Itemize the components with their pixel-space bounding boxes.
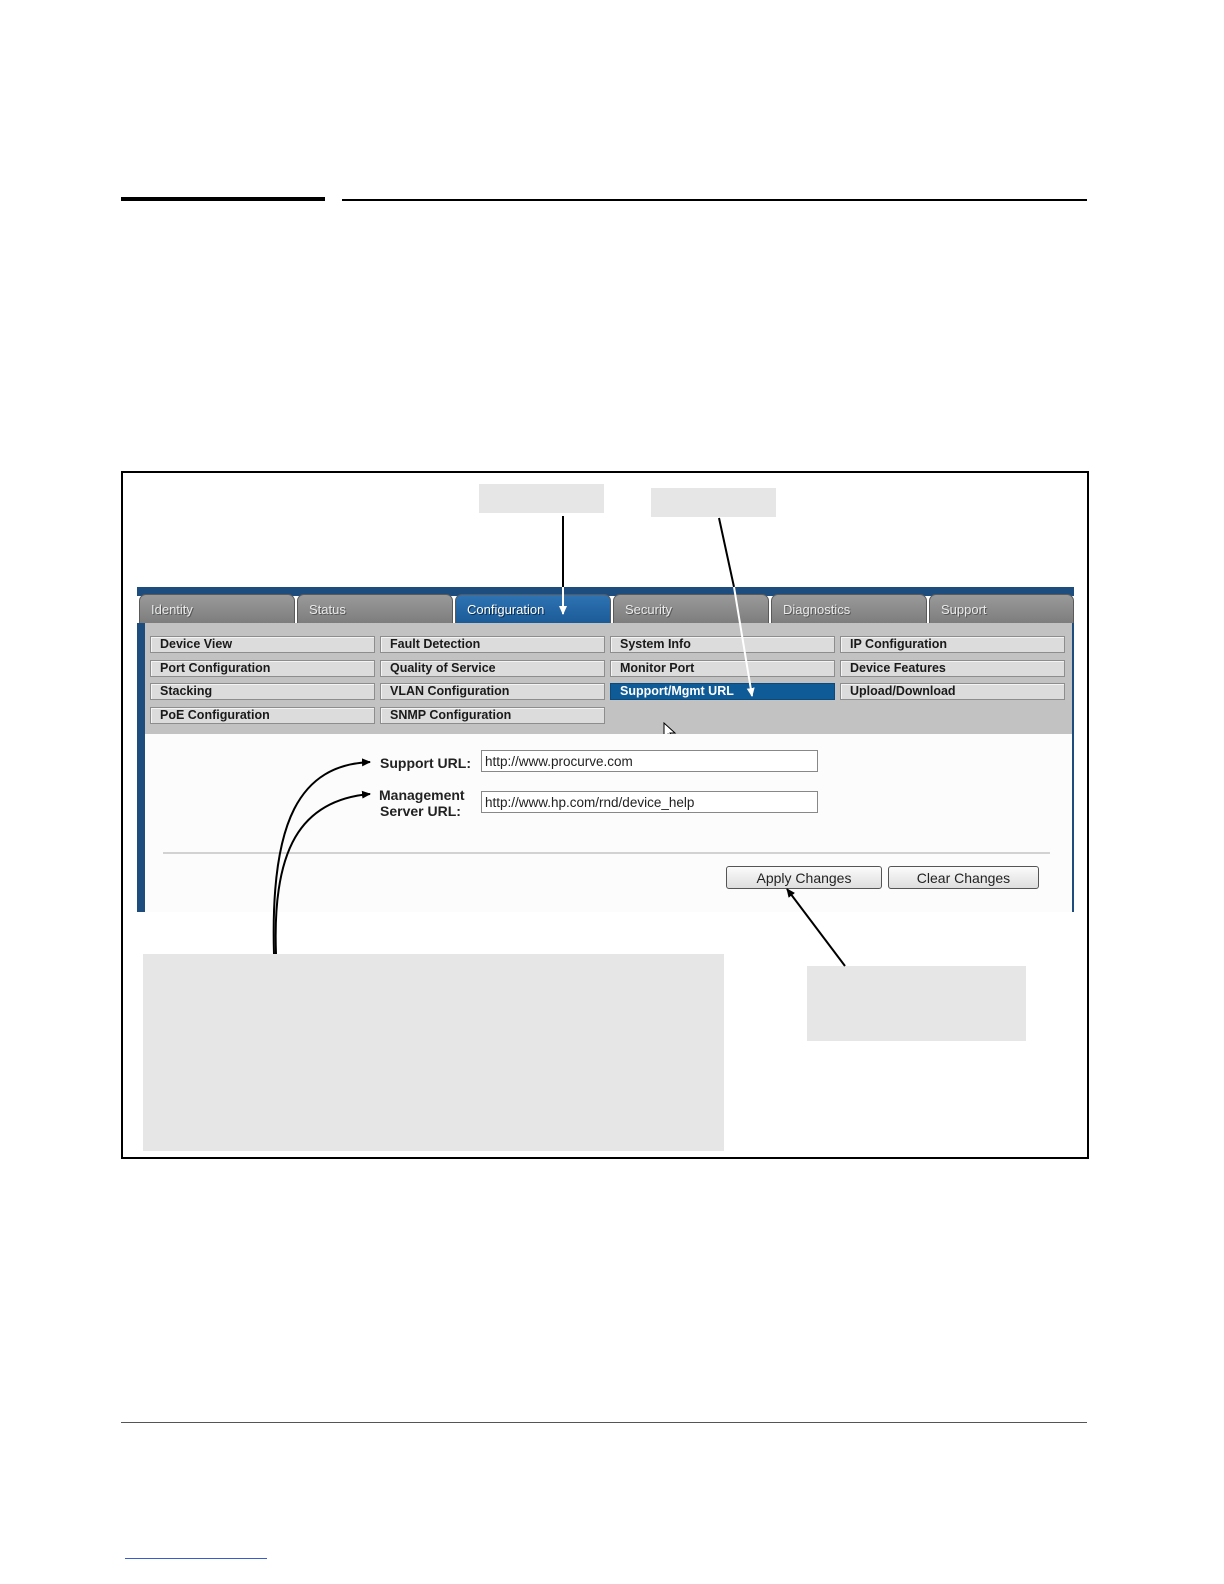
menu-item-ip-configuration[interactable]: IP Configuration [840,636,1065,653]
menu-item-monitor-port[interactable]: Monitor Port [610,660,835,677]
menu-item-device-view[interactable]: Device View [150,636,375,653]
callout-support-mgmt-url [651,488,776,517]
menu-item-quality-of-service[interactable]: Quality of Service [380,660,605,677]
menu-item-port-configuration[interactable]: Port Configuration [150,660,375,677]
tab-identity[interactable]: Identity [139,594,295,623]
support-url-input[interactable] [481,750,818,772]
management-server-url-input[interactable] [481,791,818,813]
menu-item-vlan-configuration[interactable]: VLAN Configuration [380,683,605,700]
apply-changes-button[interactable]: Apply Changes [726,866,882,889]
management-label-line1: Management [379,787,465,803]
menu-item-poe-configuration[interactable]: PoE Configuration [150,707,375,724]
header-rule-thick [121,197,325,201]
callout-url-fields [143,954,724,1151]
tab-status[interactable]: Status [297,594,453,623]
menu-item-support-mgmt-url[interactable]: Support/Mgmt URL [610,683,835,700]
configuration-submenu [137,623,1074,734]
management-server-url-label [379,787,465,819]
support-url-form [137,734,1074,912]
footer-rule [121,1422,1087,1423]
footer-link-underline [125,1558,267,1559]
tab-support[interactable]: Support [929,594,1074,623]
menu-item-system-info[interactable]: System Info [610,636,835,653]
clear-changes-button[interactable]: Clear Changes [888,866,1039,889]
tab-bar [137,594,1074,623]
menu-item-snmp-configuration[interactable]: SNMP Configuration [380,707,605,724]
menu-item-stacking[interactable]: Stacking [150,683,375,700]
header-rule-thin [342,199,1087,201]
callout-apply-changes [807,966,1026,1041]
tab-diagnostics[interactable]: Diagnostics [771,594,927,623]
management-label-line2: Server URL: [380,803,461,819]
callout-configuration-tab [479,484,604,513]
menu-item-device-features[interactable]: Device Features [840,660,1065,677]
form-divider [163,852,1050,854]
menu-item-fault-detection[interactable]: Fault Detection [380,636,605,653]
tab-security[interactable]: Security [613,594,769,623]
support-url-label: Support URL: [380,755,471,771]
menu-item-upload-download[interactable]: Upload/Download [840,683,1065,700]
tab-configuration[interactable]: Configuration [455,594,611,623]
web-ui-screenshot [137,587,1074,912]
